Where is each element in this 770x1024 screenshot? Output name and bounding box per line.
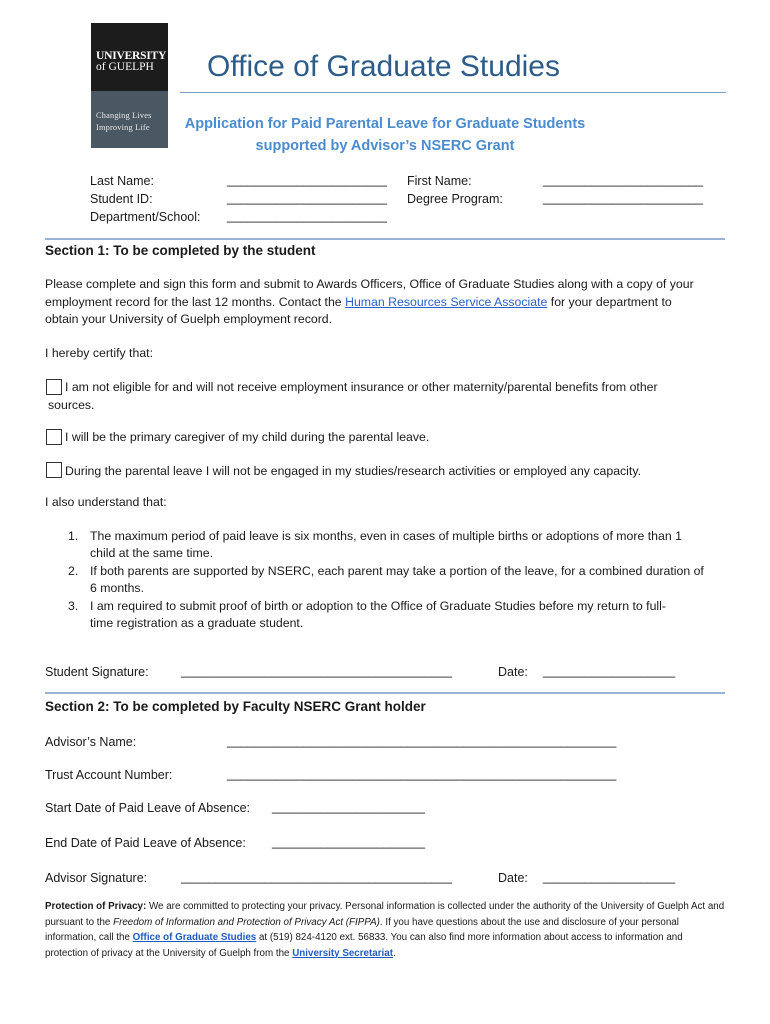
section2-rule — [45, 692, 725, 694]
last-name-label: Last Name: — [90, 174, 154, 188]
advisor-signature-field[interactable]: _______________________________________ — [181, 870, 453, 884]
degree-program-label: Degree Program: — [407, 192, 503, 206]
last-name-field[interactable]: _______________________ — [227, 173, 387, 187]
logo-name-line2: of GUELPH — [96, 61, 154, 73]
section2-title: Section 2: To be completed by Faculty NSERC Grant holder — [45, 699, 426, 714]
privacy-text-1: We are committed to protecting your privacy. Personal information is collected under the authority of the University of Guelph Act and pursuant to the — [45, 901, 725, 928]
application-title — [180, 113, 590, 157]
privacy-label: Protection of Privacy: — [45, 901, 147, 912]
intro-line2-end: for your department to — [547, 294, 672, 309]
start-date-label: Start Date of Paid Leave of Absence: — [45, 801, 250, 815]
privacy-act-name: Freedom of Information and Protection of Privacy Act (FIPPA) — [113, 916, 380, 928]
certify-heading: I hereby certify that: — [45, 346, 153, 360]
department-field[interactable]: _______________________ — [227, 209, 387, 223]
advisor-name-label: Advisor’s Name: — [45, 735, 137, 749]
university-secretariat-link[interactable]: University Secretariat — [292, 947, 393, 959]
office-title: Office of Graduate Studies — [207, 50, 560, 83]
intro-line2 — [45, 294, 735, 312]
department-label: Department/School: — [90, 210, 201, 224]
privacy-notice — [45, 899, 725, 961]
check1-text-line2: sources. — [48, 398, 95, 412]
checkbox-not-eligible[interactable] — [46, 379, 62, 395]
list-item-3-num: 3. — [68, 599, 79, 613]
application-title-line2: supported by Advisor’s NSERC Grant — [255, 138, 515, 154]
advisor-name-field[interactable]: ________________________________________________________ — [227, 734, 617, 748]
first-name-field[interactable]: _______________________ — [543, 173, 703, 187]
office-graduate-studies-link[interactable]: Office of Graduate Studies — [132, 932, 257, 943]
list-item-1-line2: child at the same time. — [90, 546, 214, 560]
privacy-text-4: . — [392, 947, 396, 959]
trust-account-field[interactable]: ________________________________________________________ — [227, 767, 617, 781]
advisor-date-label: Date: — [498, 871, 528, 885]
section1-title: Section 1: To be completed by the student — [45, 243, 316, 258]
university-logo — [91, 23, 168, 148]
check3-text: During the parental leave I will not be engaged in my studies/research activities or employed any capacity. — [65, 464, 641, 478]
hr-service-associate-link[interactable]: Human Resources Service Associate — [345, 294, 548, 309]
application-title-line1: Application for Paid Parental Leave for Graduate Students — [184, 116, 586, 132]
privacy-text-2: . If you have questions about the use and disclosure of your personal information, call the — [45, 916, 679, 943]
list-item-1-num: 1. — [68, 529, 79, 543]
student-id-label: Student ID: — [90, 192, 153, 206]
student-signature-field[interactable]: _______________________________________ — [181, 664, 453, 678]
header-rule — [180, 92, 726, 93]
intro-line2-text: employment record for the last 12 months. Contact the — [45, 294, 346, 309]
student-id-field[interactable]: _______________________ — [227, 191, 387, 205]
privacy-text-3: at (519) 824-4120 ext. 56833. You can also find more information about access to information and protection of privacy at the University of Guelph from the — [45, 932, 683, 959]
logo-tagline-2: Improving Life — [96, 123, 150, 132]
degree-program-field[interactable]: _______________________ — [543, 191, 703, 205]
advisor-date-field[interactable]: ___________________ — [543, 870, 676, 884]
list-item-2-num: 2. — [68, 564, 79, 578]
advisor-signature-label: Advisor Signature: — [45, 871, 148, 885]
list-item-2-line1: If both parents are supported by NSERC, each parent may take a portion of the leave, for a combined duration of — [90, 564, 704, 578]
intro-line1: Please complete and sign this form and submit to Awards Officers, Office of Graduate Studies along with a copy of your — [45, 277, 694, 291]
student-date-label: Date: — [498, 665, 528, 679]
section1-rule — [45, 238, 725, 240]
checkbox-primary-caregiver[interactable] — [46, 429, 62, 445]
intro-line3: obtain your University of Guelph employment record. — [45, 312, 333, 326]
student-date-field[interactable]: ___________________ — [543, 664, 676, 678]
section1-intro — [45, 276, 735, 329]
list-item-2-line2: 6 months. — [90, 581, 144, 595]
logo-name-line1: UNIVERSITY — [96, 50, 167, 62]
first-name-label: First Name: — [407, 174, 472, 188]
logo-tagline-1: Changing Lives — [96, 111, 152, 120]
checkbox-not-engaged[interactable] — [46, 462, 62, 478]
understand-heading: I also understand that: — [45, 495, 167, 509]
list-item-3-line1: I am required to submit proof of birth or adoption to the Office of Graduate Studies before my return to full- — [90, 599, 666, 613]
student-signature-label: Student Signature: — [45, 665, 149, 679]
list-item-3-line2: time registration as a graduate student. — [90, 616, 304, 630]
end-date-label: End Date of Paid Leave of Absence: — [45, 836, 246, 850]
trust-account-label: Trust Account Number: — [45, 768, 173, 782]
list-item-1-line1: The maximum period of paid leave is six months, even in cases of multiple births or adoptions of more than 1 — [90, 529, 682, 543]
check2-text: I will be the primary caregiver of my child during the parental leave. — [65, 430, 430, 444]
check1-text-line1: I am not eligible for and will not receive employment insurance or other maternity/parental benefits from other — [65, 380, 658, 394]
end-date-field[interactable]: ______________________ — [272, 835, 425, 849]
start-date-field[interactable]: ______________________ — [272, 800, 425, 814]
logo-tagline — [96, 110, 152, 134]
